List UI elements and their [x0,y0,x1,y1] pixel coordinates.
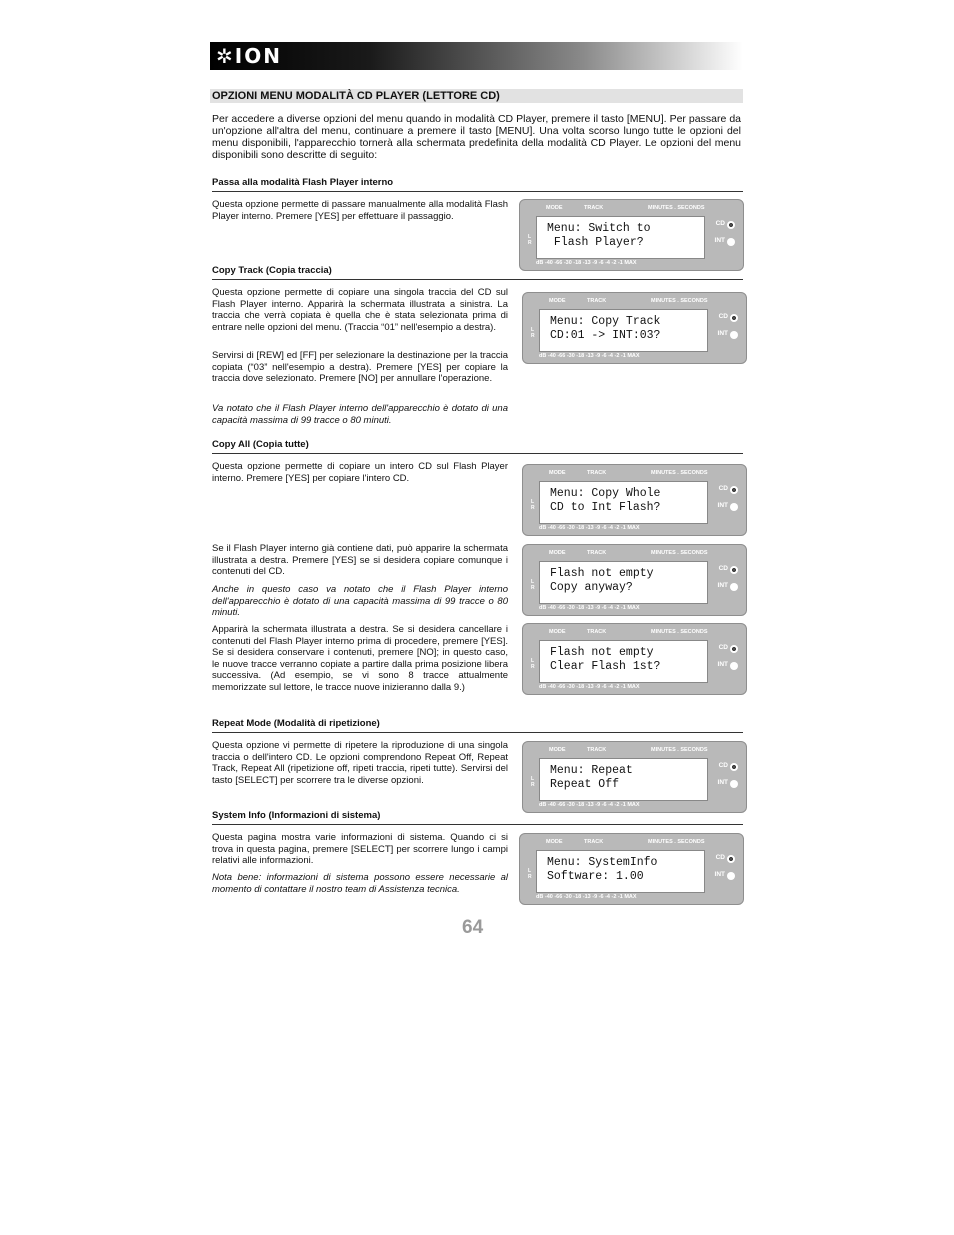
lcd-panel [522,741,747,813]
lr-label: L R [531,499,535,511]
minutes-label: MINUTES . SECONDS [648,205,705,211]
minutes-label: MINUTES . SECONDS [651,550,708,556]
track-label: TRACK [587,550,607,556]
cd-label: CD [715,220,725,227]
cd-indicator-icon [730,566,738,574]
lcd-screen: Menu: SystemInfo Software: 1.00 [536,850,705,893]
paragraph: Questa opzione permette di passare manualmente alla modalità Flash Player interno. Premere [YES] per effettuare il passaggio. [212,199,508,222]
minutes-label: MINUTES . SECONDS [651,298,708,304]
int-indicator-icon [730,583,738,591]
lcd-screen: Flash not empty Copy anyway? [539,561,708,604]
track-label: TRACK [587,747,607,753]
cd-label: CD [718,313,728,320]
mode-label: MODE [549,298,566,304]
int-label: INT [714,237,725,244]
lr-label: L R [528,868,532,880]
level-meter-scale: dB -40 -66 -30 -18 -13 -9 -6 -4 -2 -1 MAX [539,353,640,359]
int-indicator-icon [730,503,738,511]
paragraph: Questa opzione vi permette di ripetere la riproduzione di una singola traccia o dell'intero CD. Le opzioni comprendono Repeat Off, Repeat Track, Repeat All (ripetizione off, ripeti traccia, ripeti tutte). Servirsi del tasto [SELECT] per scorrere tra le diverse opzioni. [212,740,508,786]
minutes-label: MINUTES . SECONDS [648,839,705,845]
lcd-screen: Menu: Copy Whole CD to Int Flash? [539,481,708,524]
mode-label: MODE [549,747,566,753]
cd-label: CD [718,565,728,572]
track-label: TRACK [584,839,604,845]
lr-label: L R [531,658,535,670]
int-label: INT [714,871,725,878]
int-label: INT [717,330,728,337]
cd-indicator-icon [727,855,735,863]
lcd-screen: Menu: Copy Track CD:01 -> INT:03? [539,309,708,352]
level-meter-scale: dB -40 -66 -30 -18 -13 -9 -6 -4 -2 -1 MAX [539,525,640,531]
cd-label: CD [718,644,728,651]
mode-label: MODE [546,839,563,845]
int-label: INT [717,661,728,668]
ion-logo: ✲ION [216,44,282,68]
paragraph: Apparirà la schermata illustrata a destra. Se si desidera cancellare i contenuti del Flash Player interno prima di procedere, premere [YES]. Se si desidera conservare i contenuti, premere [NO]; in questo caso, le nuove tracce verranno copiate a partire dalla prima posizione libera successiva. (Ad esempio, se vi sono 8 tracce attualmente memorizzate sul lettore, le tracce nuove inizieranno dalla 9.) [212,624,508,693]
int-label: INT [717,502,728,509]
paragraph: Questa pagina mostra varie informazioni di sistema. Quando ci si trova in questa pagina, premere [SELECT] per scorrere lungo i campi relativi alle informazioni. [212,832,508,867]
level-meter-scale: dB -40 -66 -30 -18 -13 -9 -6 -4 -2 -1 MAX [539,605,640,611]
cd-label: CD [718,762,728,769]
subhead-copy-track: Copy Track (Copia traccia) [212,265,743,280]
mode-label: MODE [549,550,566,556]
level-meter-scale: dB -40 -66 -30 -18 -13 -9 -6 -4 -2 -1 MAX [539,802,640,808]
lcd-panel [522,292,747,364]
subhead-flash-player: Passa alla modalità Flash Player interno [212,177,743,192]
subhead-repeat-mode: Repeat Mode (Modalità di ripetizione) [212,718,743,733]
int-label: INT [717,582,728,589]
lcd-screen: Flash not empty Clear Flash 1st? [539,640,708,683]
lcd-panel [522,464,747,536]
paragraph: Se il Flash Player interno già contiene dati, può apparire la schermata illustrata a destra. Premere [YES] se si desidera copiare comunque i contenuti del CD. [212,543,508,578]
cd-indicator-icon [727,221,735,229]
mode-label: MODE [549,470,566,476]
note-paragraph: Anche in questo caso va notato che il Flash Player interno dell'apparecchio è dotato di una capacità massima di 99 tracce o 80 minuti. [212,584,508,619]
lcd-panel [522,544,747,616]
note-paragraph: Nota bene: informazioni di sistema possono essere necessarie al momento di contattare il nostro team di Assistenza tecnica. [212,872,508,895]
cd-indicator-icon [730,486,738,494]
intro-paragraph: Per accedere a diverse opzioni del menu quando in modalità CD Player, premere il tasto [MENU]. Per passare da un'opzione all'altra del menu, continuare a premere il tasto [MENU]. Una volta scorso lungo tutte le opzioni del menu disponibili, l'apparecchio tornerà alla schermata predefinita della modalità CD Player. Le opzioni del menu disponibili sono descritte di seguito: [212,113,741,161]
lcd-screen: Menu: Switch to Flash Player? [536,216,705,259]
level-meter-scale: dB -40 -66 -30 -18 -13 -9 -6 -4 -2 -1 MAX [536,260,637,266]
cd-indicator-icon [730,763,738,771]
int-indicator-icon [727,872,735,880]
header-bar [210,42,743,70]
int-indicator-icon [730,780,738,788]
paragraph: Questa opzione permette di copiare un intero CD sul Flash Player interno. Premere [YES] per copiare l'intero CD. [212,461,508,484]
level-meter-scale: dB -40 -66 -30 -18 -13 -9 -6 -4 -2 -1 MAX [536,894,637,900]
lcd-panel [519,199,744,271]
paragraph: Servirsi di [REW] ed [FF] per selezionare la destinazione per la traccia copiata (“03” nell'esempio a destra). Premere [YES] per copiare la traccia dove selezionato. Premere [NO] per annullare l'operazione. [212,350,508,385]
minutes-label: MINUTES . SECONDS [651,747,708,753]
track-label: TRACK [584,205,604,211]
int-indicator-icon [730,662,738,670]
section-title: OPZIONI MENU MODALITÀ CD PLAYER (LETTORE CD) [210,89,743,103]
int-indicator-icon [727,238,735,246]
track-label: TRACK [587,298,607,304]
subhead-system-info: System Info (Informazioni di sistema) [212,810,743,825]
mode-label: MODE [546,205,563,211]
lcd-panel [522,623,747,695]
cd-indicator-icon [730,645,738,653]
lcd-panel [519,833,744,905]
note-paragraph: Va notato che il Flash Player interno dell'apparecchio è dotato di una capacità massima di 99 tracce o 80 minuti. [212,403,508,426]
cd-indicator-icon [730,314,738,322]
minutes-label: MINUTES . SECONDS [651,470,708,476]
int-indicator-icon [730,331,738,339]
lr-label: L R [528,234,532,246]
int-label: INT [717,779,728,786]
lcd-screen: Menu: Repeat Repeat Off [539,758,708,801]
minutes-label: MINUTES . SECONDS [651,629,708,635]
cd-label: CD [715,854,725,861]
paragraph: Questa opzione permette di copiare una singola traccia del CD sul Flash Player interno. Apparirà la schermata illustrata a sinistra. La traccia che verrà copiata è quella che è stata selezionata prima di entrare nelle opzioni del menu. (Traccia “01” nell'esempio a destra). [212,287,508,333]
cd-label: CD [718,485,728,492]
mode-label: MODE [549,629,566,635]
level-meter-scale: dB -40 -66 -30 -18 -13 -9 -6 -4 -2 -1 MAX [539,684,640,690]
page-number: 64 [462,917,484,938]
subhead-copy-all: Copy All (Copia tutte) [212,439,743,454]
track-label: TRACK [587,470,607,476]
lr-label: L R [531,776,535,788]
lr-label: L R [531,327,535,339]
lr-label: L R [531,579,535,591]
track-label: TRACK [587,629,607,635]
